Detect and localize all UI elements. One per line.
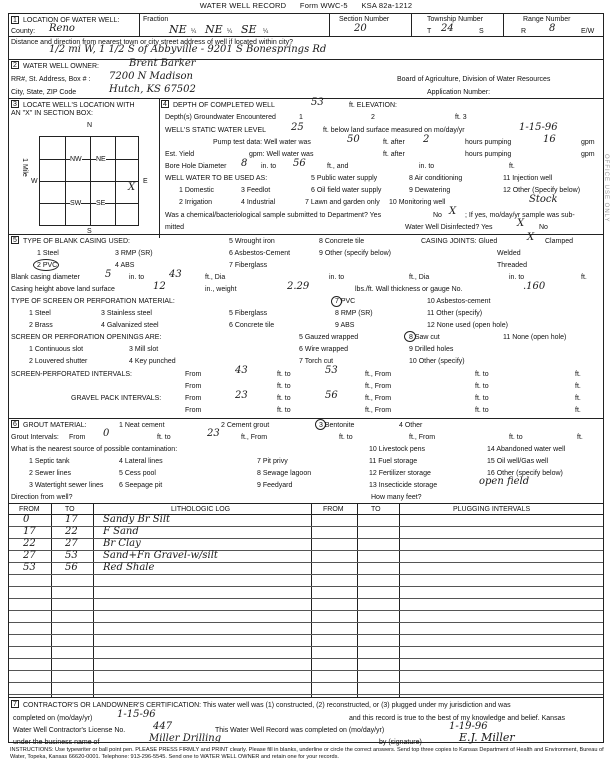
opening-9[interactable]: 9 Drilled holes: [409, 346, 454, 353]
section-1-number: 1: [11, 16, 19, 24]
bore-in: in. to: [419, 163, 435, 170]
gi-rest4: ft. to: [509, 434, 523, 441]
spi-to-label: ft. to: [277, 371, 291, 378]
gpi-from-value[interactable]: 23: [235, 390, 248, 401]
blank-ft2: ft., Dia: [409, 274, 430, 281]
log-rule-line: [9, 586, 603, 587]
pump-hours-value[interactable]: 2: [423, 134, 430, 145]
log-rule-line: [9, 562, 603, 563]
spi-to-value[interactable]: 53: [325, 365, 338, 376]
screen-1[interactable]: 1 Steel: [29, 310, 51, 317]
weight-rest: lbs./ft. Wall thickness or gauge No.: [355, 286, 463, 293]
mile-label: 1 Mile: [20, 158, 28, 177]
owner-value[interactable]: Brent Barker: [129, 58, 196, 69]
section-3-number: 3: [11, 100, 19, 108]
gw-2: 2: [371, 114, 375, 121]
yield-hours: hours pumping: [465, 151, 512, 158]
completed-date[interactable]: 1-15-96: [117, 709, 156, 720]
grout-3[interactable]: 3 Bentonite: [319, 422, 355, 429]
quarter-3: ¼: [263, 28, 269, 35]
log-rule-line: [9, 622, 603, 623]
blank-casing-label: Blank casing diameter: [11, 274, 80, 281]
bore-label: Bore Hole Diameter: [165, 163, 227, 170]
township-t: T: [427, 28, 432, 35]
source-13[interactable]: 13 Insecticide storage: [369, 482, 438, 489]
opening-4[interactable]: 4 Key punched: [129, 358, 176, 365]
yield-rest: gpm: Well water was: [249, 151, 314, 158]
use-4[interactable]: 4 Industrial: [241, 199, 276, 206]
source-1[interactable]: 1 Septic tank: [29, 458, 70, 465]
log-row-desc[interactable]: Sand+Fn Gravel-w/silt: [103, 550, 218, 561]
rule: [9, 697, 603, 698]
form-number: Form WWC-5: [299, 1, 348, 10]
blank-to: in. to: [129, 274, 145, 281]
clamped-label[interactable]: Clamped: [545, 238, 574, 245]
divider: [139, 14, 140, 36]
gpi-from-label: From: [185, 395, 202, 402]
static-label: WELL'S STATIC WATER LEVEL: [165, 127, 267, 134]
use-1[interactable]: 1 Domestic: [179, 187, 215, 194]
gpi-label: GRAVEL PACK INTERVALS:: [71, 395, 162, 402]
form-header: [6, 2, 606, 11]
locate-title: LOCATE WELL'S LOCATION WITH: [23, 102, 135, 109]
form-title: WATER WELL RECORD: [199, 1, 287, 10]
blank-casing-dia[interactable]: 5: [105, 269, 112, 280]
blank-rest: ft., Dia: [205, 274, 226, 281]
log-rule-line: [9, 634, 603, 635]
water-well-record-form: [6, 1, 609, 768]
gpi-to-label: ft. to: [277, 395, 291, 402]
screen-3[interactable]: 3 Stainless steel: [101, 310, 152, 317]
gi-from-label: From: [69, 434, 86, 441]
yield-after: ft. after: [383, 151, 405, 158]
section-number-label: Section Number: [339, 16, 390, 23]
spi-from-label: From: [185, 371, 202, 378]
blank-in2: in. to: [509, 274, 525, 281]
depth-label: DEPTH OF COMPLETED WELL: [173, 102, 275, 109]
blank-casing-ft[interactable]: 43: [169, 269, 182, 280]
direction-label: Direction from well?: [11, 494, 73, 501]
spi-from4-label: ft., From: [365, 383, 392, 390]
screen-7[interactable]: 7 PVC: [335, 298, 356, 305]
log-row-to[interactable]: 22: [65, 526, 78, 537]
divider: [357, 503, 358, 697]
gpi-to2-label: ft. to: [475, 395, 489, 402]
gpi-to3-label: ft. to: [277, 407, 291, 414]
quarter-2: ¼: [227, 28, 233, 35]
log-row-from[interactable]: 22: [23, 538, 36, 549]
bentonite-circle: [315, 419, 326, 430]
grout-label: GROUT MATERIAL:: [23, 422, 87, 429]
ne-label: NE: [96, 156, 106, 163]
use-10[interactable]: 10 Monitoring well: [389, 199, 446, 206]
welded-label[interactable]: Welded: [497, 250, 521, 257]
chem-rest: ; If yes, mo/day/yr sample was sub-: [465, 212, 575, 219]
log-lith-header: LITHOLOGIC LOG: [171, 506, 231, 513]
source-11[interactable]: 11 Fuel storage: [369, 458, 418, 465]
business-label: under the business name of: [13, 739, 100, 746]
log-rule-line: [9, 682, 603, 683]
spi-to3-label: ft. to: [277, 383, 291, 390]
use-9[interactable]: 9 Dewatering: [409, 187, 451, 194]
log-row-from[interactable]: 17: [23, 526, 36, 537]
range-r: R: [521, 28, 527, 35]
rule: [9, 418, 603, 419]
well-location-mark[interactable]: X: [128, 182, 136, 193]
county-value[interactable]: Reno: [49, 23, 75, 34]
instructions-text: INSTRUCTIONS: Use typewriter or ball point pen. PLEASE PRESS FIRMLY and PRINT clearly. Please fill in blanks, underline or circle the correct answers. Send top three copies to Kansas Department of Health and Environment, Bureau of Water, Topeka, Kansas 66620-0001. Telephone: 913-296-5545. Send one to WATER WELL OWNER and retain one for your records.: [10, 747, 604, 760]
casing-pvc-circle: [33, 259, 59, 271]
chem-no: No: [433, 212, 442, 219]
log-plug-header: PLUGGING INTERVALS: [453, 506, 531, 513]
log-rule-line: [9, 670, 603, 671]
signature-label: by (signature): [379, 739, 422, 746]
pump-hours: hours pumping: [465, 139, 512, 146]
casing-8[interactable]: 8 Concrete tile: [319, 238, 365, 245]
screen-2[interactable]: 2 Brass: [29, 322, 53, 329]
gpi-from2-label: ft., From: [365, 395, 392, 402]
board-text: Board of Agriculture, Division of Water Resources: [397, 76, 551, 83]
county-label: County:: [11, 28, 36, 35]
casing-9[interactable]: 9 Other (specify below): [319, 250, 391, 257]
divider: [159, 98, 160, 238]
source-3[interactable]: 3 Watertight sewer lines: [29, 482, 104, 489]
address-label: RR#, St. Address, Box # :: [11, 76, 91, 83]
use-5[interactable]: 5 Public water supply: [311, 175, 378, 182]
rule: [9, 234, 603, 235]
grout-1[interactable]: 1 Neat cement: [119, 422, 165, 429]
weight-value[interactable]: 2.29: [287, 281, 310, 292]
gi-to-value[interactable]: 23: [207, 428, 220, 439]
township-value[interactable]: 24: [441, 23, 454, 34]
opening-6[interactable]: 6 Wire wrapped: [299, 346, 349, 353]
section-5-number: 5: [11, 236, 19, 244]
signature[interactable]: E.J. Miller: [459, 731, 515, 744]
casing-3[interactable]: 3 RMP (SR): [115, 250, 153, 257]
source-label: What is the nearest source of possible contamination:: [11, 446, 178, 453]
height-value[interactable]: 12: [153, 281, 166, 292]
yield-gpm: gpm: [581, 151, 595, 158]
screen-pvc-circle: [331, 296, 342, 307]
gpi-ft-end: ft.: [575, 395, 581, 402]
pump-after: ft. after: [383, 139, 405, 146]
screen-9[interactable]: 9 ABS: [335, 322, 355, 329]
bore-ft[interactable]: 56: [293, 158, 306, 169]
spi-to2-label: ft. to: [475, 371, 489, 378]
log-row-to[interactable]: 17: [65, 514, 78, 525]
range-label: Range Number: [523, 16, 571, 23]
screen-6[interactable]: 6 Concrete tile: [229, 322, 275, 329]
opening-3[interactable]: 3 Mill slot: [129, 346, 159, 353]
screen-4[interactable]: 4 Galvanized steel: [101, 322, 159, 329]
screen-label: TYPE OF SCREEN OR PERFORATION MATERIAL:: [11, 298, 175, 305]
opening-2[interactable]: 2 Louvered shutter: [29, 358, 88, 365]
section-6-number: 6: [11, 420, 19, 428]
divider: [411, 14, 412, 36]
locate-title-2: AN "X" IN SECTION BOX:: [11, 110, 93, 117]
gi-rest: ft., From: [241, 434, 268, 441]
gpi-from3-label: From: [185, 407, 202, 414]
log-row-from[interactable]: 53: [23, 562, 36, 573]
openings-label: SCREEN OR PERFORATION OPENINGS ARE:: [11, 334, 162, 341]
rule: [9, 36, 603, 37]
section-7-number: 7: [11, 700, 19, 708]
log-rule-line: [9, 694, 603, 695]
screen-11[interactable]: 11 Other (specify): [427, 310, 483, 317]
log-rule-line: [9, 646, 603, 647]
source-5[interactable]: 5 Cess pool: [119, 470, 156, 477]
divider: [51, 503, 52, 697]
grid-line: [40, 181, 138, 182]
grid-line: [40, 159, 138, 160]
quarter-1: ¼: [191, 28, 197, 35]
east-label: E: [143, 178, 148, 185]
fraction-label: Fraction: [143, 16, 169, 23]
screen-12[interactable]: 12 None used (open hole): [427, 322, 508, 329]
spi-ft-end: ft.: [575, 371, 581, 378]
opening-10[interactable]: 10 Other (specify): [409, 358, 465, 365]
source-15[interactable]: 15 Oil well/Gas well: [487, 458, 549, 465]
distance-value[interactable]: 1/2 mi W, 1 1/2 S of Abbyville - 9201 S Bonesprings Rd: [49, 44, 327, 55]
disinfected-no: No: [539, 224, 548, 231]
divider: [503, 14, 504, 36]
south-label: S: [87, 228, 92, 235]
divider: [329, 14, 330, 36]
use-2[interactable]: 2 Irrigation: [179, 199, 213, 206]
log-rule-line: [9, 526, 603, 527]
elevation-label: ft. ELEVATION:: [349, 102, 397, 109]
grout-intervals-label: Grout Intervals:: [11, 434, 59, 441]
groundwater-label: Depth(s) Groundwater Encountered: [165, 114, 276, 121]
bore-value[interactable]: 8: [241, 158, 248, 169]
license-value[interactable]: 447: [153, 721, 173, 732]
casing-label: TYPE OF BLANK CASING USED:: [23, 238, 130, 245]
fraction-q2[interactable]: NE: [205, 23, 223, 36]
casing-6[interactable]: 6 Asbestos-Cement: [229, 250, 291, 257]
city-label: City, State, ZIP Code: [11, 89, 77, 96]
use-11[interactable]: 11 Injection well: [503, 175, 553, 182]
source-4[interactable]: 4 Lateral lines: [119, 458, 163, 465]
bore-and: ft., and: [327, 163, 349, 170]
opening-1[interactable]: 1 Continuous slot: [29, 346, 84, 353]
use-other-value[interactable]: Stock: [529, 194, 558, 205]
source-7[interactable]: 7 Pit privy: [257, 458, 288, 465]
joints-mark[interactable]: X: [527, 232, 535, 243]
source-8[interactable]: 8 Sewage lagoon: [257, 470, 312, 477]
gpi-ft-end2: ft.: [575, 407, 581, 414]
divider: [93, 503, 94, 697]
north-label: N: [87, 122, 93, 129]
section-location-grid[interactable]: [39, 136, 139, 226]
pump-label: Pump test data: Well water was: [213, 139, 311, 146]
depth-value[interactable]: 53: [311, 97, 324, 108]
city-value[interactable]: Hutch, KS 67502: [109, 84, 196, 95]
chem-mark[interactable]: X: [449, 206, 457, 217]
rule: [9, 503, 603, 504]
divider: [311, 503, 312, 697]
mitted-label: mitted: [165, 224, 185, 231]
gauge-value[interactable]: .160: [523, 281, 546, 292]
log-rule-line: [9, 658, 603, 659]
casing-4[interactable]: 4 ABS: [115, 262, 135, 269]
gpi-to4-label: ft. to: [475, 407, 489, 414]
rule: [9, 514, 603, 515]
use-label: WELL WATER TO BE USED AS:: [165, 175, 268, 182]
chem-label: Was a chemical/bacteriological sample submitted to Department? Yes: [165, 212, 382, 219]
section-2-number: 2: [11, 61, 19, 69]
log-rule-line: [9, 574, 603, 575]
screen-10[interactable]: 10 Asbestos-cement: [427, 298, 491, 305]
opening-11[interactable]: 11 None (open hole): [503, 334, 567, 341]
spi-to4-label: ft. to: [475, 383, 489, 390]
owner-label: WATER WELL OWNER:: [23, 63, 99, 70]
fraction-q1[interactable]: NE: [169, 23, 187, 36]
use-7[interactable]: 7 Lawn and garden only: [305, 199, 380, 206]
gw-3: ft. 3: [455, 114, 467, 121]
joints-label: CASING JOINTS: Glued: [421, 238, 498, 245]
source-other-value[interactable]: open field: [479, 476, 530, 487]
range-value[interactable]: 8: [549, 23, 556, 34]
range-ew: E/W: [581, 28, 595, 35]
opening-5[interactable]: 5 Gauzed wrapped: [299, 334, 359, 341]
pump-ft[interactable]: 50: [347, 134, 360, 145]
grid-line: [40, 203, 138, 204]
gi-rest2: ft. to: [339, 434, 353, 441]
static-date[interactable]: 1-15-96: [519, 122, 558, 133]
location-label: LOCATION OF WATER WELL:: [23, 17, 120, 24]
address-value[interactable]: 7200 N Madison: [109, 71, 193, 82]
spi-from-value[interactable]: 43: [235, 365, 248, 376]
use-8[interactable]: 8 Air conditioning: [409, 175, 463, 182]
office-use-only-label: OFFICE USE ONLY: [603, 154, 609, 223]
west-label: W: [31, 178, 38, 185]
log-row-to[interactable]: 56: [65, 562, 78, 573]
log-row-from[interactable]: 27: [23, 550, 36, 561]
log-to2-header: TO: [371, 506, 381, 513]
source-9[interactable]: 9 Feedyard: [257, 482, 293, 489]
log-row-desc[interactable]: Br Clay: [103, 538, 141, 549]
screen-8[interactable]: 8 RMP (SR): [335, 310, 373, 317]
log-row-desc[interactable]: F Sand: [103, 526, 139, 537]
gi-rest3: ft., From: [409, 434, 436, 441]
log-rule-line: [9, 538, 603, 539]
gpi-to-value[interactable]: 56: [325, 390, 338, 401]
gi-to-label: ft. to: [157, 434, 171, 441]
business-value[interactable]: Miller Drilling: [149, 733, 222, 744]
log-row-to[interactable]: 27: [65, 538, 78, 549]
source-2[interactable]: 2 Sewer lines: [29, 470, 72, 477]
source-6[interactable]: 6 Seepage pit: [119, 482, 163, 489]
spi-label: SCREEN-PERFORATED INTERVALS:: [11, 371, 132, 378]
section-number-value[interactable]: 20: [354, 23, 367, 34]
bore-to: in. to: [261, 163, 277, 170]
application-label: Application Number:: [427, 89, 491, 96]
howmany-label: How many feet?: [371, 494, 422, 501]
opening-7[interactable]: 7 Torch cut: [299, 358, 334, 365]
log-row-from[interactable]: 0: [23, 514, 30, 525]
license-rest: This Water Well Record was completed on (mo/day/yr): [215, 727, 385, 734]
distance-label: Distance and direction from nearest town or city street address of well if located within city?: [11, 39, 294, 46]
gpi-from4-label: ft., From: [365, 407, 392, 414]
spi-ft-end2: ft.: [575, 383, 581, 390]
static-value[interactable]: 25: [291, 122, 304, 133]
disinfected-label: Water Well Disinfected? Yes: [405, 224, 493, 231]
use-6[interactable]: 6 Oil field water supply: [311, 187, 382, 194]
section-4-number: 4: [161, 100, 169, 108]
spi-from3-label: From: [185, 383, 202, 390]
se-label: SE: [96, 200, 106, 207]
fraction-q3[interactable]: SE: [241, 23, 257, 36]
spi-from2-label: ft., From: [365, 371, 392, 378]
gpm-label: gpm: [581, 139, 595, 146]
log-from2-header: FROM: [323, 506, 344, 513]
township-label: Township Number: [427, 16, 484, 23]
height-label: Casing height above land surface: [11, 286, 115, 293]
rule: [9, 98, 603, 99]
log-rule-line: [9, 610, 603, 611]
opening-8[interactable]: 8 Saw cut: [409, 334, 440, 341]
source-12[interactable]: 12 Fertilizer storage: [369, 470, 431, 477]
source-14[interactable]: 14 Abandoned water well: [487, 446, 566, 453]
static-rest: ft. below land surface measured on mo/day/yr: [323, 127, 465, 134]
source-10[interactable]: 10 Livestock pens: [369, 446, 426, 453]
sw-label: SW: [70, 200, 82, 207]
completed-label: completed on (mo/day/yr): [13, 715, 93, 722]
yield-label: Est. Yield: [165, 151, 195, 158]
screen-5[interactable]: 5 Fiberglass: [229, 310, 268, 317]
log-to-header: TO: [65, 506, 75, 513]
ksa-reference: KSA 82a-1212: [361, 1, 413, 10]
disinfected-mark[interactable]: X: [517, 218, 525, 229]
bore-ft2: ft.: [509, 163, 515, 170]
log-row-to[interactable]: 53: [65, 550, 78, 561]
blank-ft3: ft.: [581, 274, 587, 281]
gi-rest5: ft.: [577, 434, 583, 441]
log-from-header: FROM: [19, 506, 40, 513]
divider: [399, 503, 400, 697]
casing-7[interactable]: 7 Fiberglass: [229, 262, 268, 269]
grout-4[interactable]: 4 Other: [399, 422, 423, 429]
rule: [9, 59, 603, 60]
log-rule-line: [9, 550, 603, 551]
height-in: in., weight: [205, 286, 237, 293]
saw-cut-circle: [404, 331, 416, 342]
log-row-desc[interactable]: Sandy Br Silt: [103, 514, 171, 525]
certification-label: CONTRACTOR'S OR LANDOWNER'S CERTIFICATION: This water well was (1) constructed, (2) reconstructed, or (3) plugged under my jurisdiction and was: [23, 702, 511, 709]
completed-rest: and this record is true to the best of my knowledge and belief. Kansas: [349, 715, 565, 722]
use-12[interactable]: 12 Other (Specify below): [503, 187, 581, 194]
license-label: Water Well Contractor's License No.: [13, 727, 126, 734]
log-rule-line: [9, 598, 603, 599]
gw-1: 1: [299, 114, 303, 121]
nw-label: NW: [70, 156, 82, 163]
use-3[interactable]: 3 Feedlot: [241, 187, 271, 194]
grout-2[interactable]: 2 Cement grout: [221, 422, 270, 429]
casing-2[interactable]: 2 PVC: [37, 262, 58, 269]
casing-5[interactable]: 5 Wrought iron: [229, 238, 275, 245]
form-frame: [8, 13, 609, 746]
threaded-label[interactable]: Threaded: [497, 262, 527, 269]
blank-in: in. to: [329, 274, 345, 281]
pump-gpm[interactable]: 16: [543, 134, 556, 145]
gi-from-value[interactable]: 0: [103, 428, 110, 439]
log-row-desc[interactable]: Red Shale: [103, 562, 155, 573]
casing-1[interactable]: 1 Steel: [37, 250, 59, 257]
record-date[interactable]: 1-19-96: [449, 721, 488, 732]
source-16[interactable]: 16 Other (specify below): [487, 470, 563, 477]
township-s: S: [479, 28, 484, 35]
